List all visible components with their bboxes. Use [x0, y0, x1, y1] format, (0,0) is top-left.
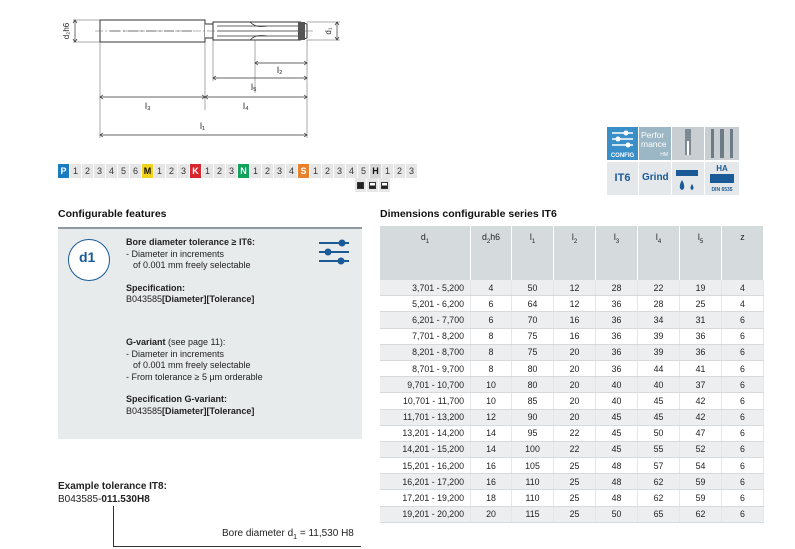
l3-dimension-label: l₃ — [145, 101, 151, 111]
g-variant-title: G-variant (see page 11): — [126, 337, 226, 347]
material-subgroup: 4 — [286, 164, 298, 178]
table-cell-l3: 45 — [596, 425, 638, 441]
table-row — [380, 490, 764, 506]
table-cell-l4: 62 — [638, 490, 680, 506]
table-cell-z: 4 — [722, 296, 764, 312]
table-cell-l5: 37 — [680, 377, 722, 393]
l4-dimension-label: l₄ — [243, 101, 249, 111]
table-cell-d2h6: 16 — [471, 474, 512, 490]
table-cell-l5: 25 — [680, 296, 722, 312]
table-cell-z: 6 — [722, 474, 764, 490]
table-cell-l2: 16 — [554, 328, 596, 344]
table-cell-l1: 85 — [512, 393, 554, 409]
table-cell-d1: 16,201 - 17,200 — [380, 474, 471, 490]
material-group-h: H — [370, 164, 382, 178]
material-subgroup: 2 — [262, 164, 274, 178]
coolant-drop-icon — [672, 162, 704, 195]
table-cell-l3: 36 — [596, 328, 638, 344]
bore-line-1: - Diameter in increments — [126, 248, 225, 259]
table-cell-d2h6: 8 — [471, 328, 512, 344]
table-cell-d1: 8,201 - 8,700 — [380, 344, 471, 360]
table-cell-d2h6: 10 — [471, 377, 512, 393]
material-subgroup: 3 — [94, 164, 106, 178]
table-cell-z: 6 — [722, 458, 764, 474]
example-connector-horizontal — [113, 546, 361, 547]
table-cell-d1: 9,701 - 10,700 — [380, 377, 471, 393]
table-cell-l5: 42 — [680, 409, 722, 425]
table-cell-l5: 41 — [680, 360, 722, 376]
table-cell-z: 6 — [722, 360, 764, 376]
specification-g-title: Specification G-variant: — [126, 394, 228, 404]
table-cell-l3: 40 — [596, 377, 638, 393]
table-cell-l4: 57 — [638, 458, 680, 474]
table-cell-d1: 10,701 - 11,700 — [380, 393, 471, 409]
din-label: DIN 6535 — [711, 187, 733, 193]
d2-dimension-label: d₂h6 — [62, 22, 71, 40]
table-cell-d2h6: 14 — [471, 425, 512, 441]
material-subgroup: 3 — [334, 164, 346, 178]
l5-dimension-label: l₅ — [251, 82, 257, 92]
table-cell-l2: 20 — [554, 360, 596, 376]
hard-material-suitability — [355, 178, 391, 192]
material-subgroup: 3 — [274, 164, 286, 178]
example-connector-vertical — [113, 506, 114, 547]
material-subgroup: 2 — [166, 164, 178, 178]
table-cell-d1: 7,701 - 8,200 — [380, 328, 471, 344]
table-row — [380, 393, 764, 409]
table-cell-l5: 59 — [680, 474, 722, 490]
table-cell-l4: 50 — [638, 425, 680, 441]
config-label: CONFIG — [610, 153, 635, 159]
table-cell-l4: 45 — [638, 393, 680, 409]
specification-code: B043585[Diameter][Tolerance] — [126, 294, 255, 304]
table-cell-d1: 19,201 - 20,200 — [380, 506, 471, 522]
table-cell-l5: 52 — [680, 441, 722, 457]
table-cell-d1: 14,201 - 15,200 — [380, 441, 471, 457]
material-subgroup: 3 — [406, 164, 418, 178]
table-row — [380, 344, 764, 360]
table-cell-d1: 13,201 - 14,200 — [380, 425, 471, 441]
table-cell-l2: 12 — [554, 280, 596, 296]
example-heading: Example tolerance IT8: — [58, 481, 167, 492]
table-cell-z: 6 — [722, 425, 764, 441]
material-group-s: S — [298, 164, 310, 178]
col-l2: $l_2$ — [554, 226, 596, 280]
config-icon — [607, 127, 638, 160]
table-cell-l5: 31 — [680, 312, 722, 328]
table-row — [380, 474, 764, 490]
suitability-cell — [379, 178, 391, 192]
table-row — [380, 328, 764, 344]
g-line-2: of 0.001 mm freely selectable — [133, 360, 251, 370]
table-cell-l4: 65 — [638, 506, 680, 522]
performance-icon — [639, 127, 671, 160]
material-subgroup: 2 — [322, 164, 334, 178]
table-cell-z: 6 — [722, 490, 764, 506]
table-cell-z: 4 — [722, 280, 764, 296]
table-cell-l3: 45 — [596, 441, 638, 457]
table-row — [380, 506, 764, 522]
property-icons — [607, 127, 739, 195]
table-cell-l1: 105 — [512, 458, 554, 474]
table-cell-d2h6: 12 — [471, 409, 512, 425]
table-cell-l5: 42 — [680, 393, 722, 409]
dimensions-heading: Dimensions configurable series IT6 — [380, 208, 557, 220]
table-cell-l2: 25 — [554, 474, 596, 490]
material-subgroup: 1 — [202, 164, 214, 178]
table-cell-l3: 36 — [596, 360, 638, 376]
table-cell-l2: 20 — [554, 344, 596, 360]
material-subgroup: 6 — [130, 164, 142, 178]
table-cell-l5: 54 — [680, 458, 722, 474]
table-cell-l1: 75 — [512, 328, 554, 344]
table-row — [380, 360, 764, 376]
table-cell-l3: 36 — [596, 312, 638, 328]
example-block — [58, 480, 167, 506]
table-cell-l4: 45 — [638, 409, 680, 425]
table-cell-l1: 115 — [512, 506, 554, 522]
table-cell-l3: 45 — [596, 409, 638, 425]
material-group-k: K — [190, 164, 202, 178]
table-cell-l3: 48 — [596, 458, 638, 474]
table-cell-d2h6: 20 — [471, 506, 512, 522]
table-cell-d2h6: 6 — [471, 312, 512, 328]
ha-shank-icon — [705, 162, 739, 195]
table-cell-d2h6: 8 — [471, 360, 512, 376]
material-subgroup: 1 — [70, 164, 82, 178]
table-cell-l4: 39 — [638, 344, 680, 360]
material-subgroup: 4 — [346, 164, 358, 178]
material-subgroup: 3 — [226, 164, 238, 178]
material-subgroup: 5 — [358, 164, 370, 178]
grind-icon — [639, 162, 671, 195]
table-cell-l1: 70 — [512, 312, 554, 328]
table-cell-l3: 50 — [596, 506, 638, 522]
table-cell-l3: 36 — [596, 344, 638, 360]
table-cell-l2: 20 — [554, 409, 596, 425]
suitability-square-icon — [357, 182, 364, 189]
g-line-1: - Diameter in increments — [126, 348, 225, 359]
table-cell-d1: 15,201 - 16,200 — [380, 458, 471, 474]
config-sliders-icon — [317, 238, 351, 268]
table-cell-l5: 36 — [680, 344, 722, 360]
table-cell-l1: 50 — [512, 280, 554, 296]
table-cell-l4: 39 — [638, 328, 680, 344]
material-group-strip — [58, 164, 418, 178]
suitability-square-icon — [369, 182, 376, 189]
table-cell-l1: 110 — [512, 474, 554, 490]
table-row — [380, 458, 764, 474]
bore-tolerance-title: Bore diameter tolerance ≥ IT6: — [126, 237, 255, 247]
suitability-square-icon — [381, 182, 388, 189]
table-cell-z: 6 — [722, 409, 764, 425]
table-row — [380, 441, 764, 457]
table-cell-l4: 22 — [638, 280, 680, 296]
g-variant-block — [126, 337, 326, 417]
table-cell-l3: 36 — [596, 296, 638, 312]
dimensions-table — [380, 226, 764, 523]
table-cell-l1: 80 — [512, 360, 554, 376]
diameter-icon-label: d1 — [79, 249, 96, 265]
table-cell-z: 6 — [722, 377, 764, 393]
table-cell-d2h6: 4 — [471, 280, 512, 296]
straight-flute-icon — [705, 127, 739, 160]
table-cell-d2h6: 8 — [471, 344, 512, 360]
through-coolant-icon — [672, 127, 704, 160]
material-subgroup: 2 — [394, 164, 406, 178]
grind-label: Grind — [642, 172, 669, 183]
material-subgroup: 1 — [382, 164, 394, 178]
l1-dimension-label: l₁ — [200, 121, 206, 131]
table-cell-l3: 48 — [596, 474, 638, 490]
suitability-cell — [355, 178, 367, 192]
table-cell-d2h6: 6 — [471, 296, 512, 312]
table-cell-d2h6: 18 — [471, 490, 512, 506]
col-l5: $l_5$ — [680, 226, 722, 280]
table-cell-l5: 62 — [680, 506, 722, 522]
specification-title: Specification: — [126, 282, 186, 293]
table-cell-l1: 64 — [512, 296, 554, 312]
table-cell-l4: 62 — [638, 474, 680, 490]
g-line-3: - From tolerance ≥ 5 μm orderable — [126, 371, 263, 382]
table-cell-d1: 8,701 - 9,700 — [380, 360, 471, 376]
table-row — [380, 377, 764, 393]
table-cell-d2h6: 10 — [471, 393, 512, 409]
table-cell-l3: 28 — [596, 280, 638, 296]
table-cell-l2: 22 — [554, 425, 596, 441]
bore-diameter-example: Bore diameter $d_1 = 11,530$ H8 — [222, 528, 354, 541]
table-row — [380, 425, 764, 441]
diameter-icon — [68, 239, 110, 281]
table-cell-l2: 20 — [554, 377, 596, 393]
table-cell-d2h6: 16 — [471, 458, 512, 474]
col-d2h6: $d_2h6$ — [471, 226, 512, 280]
table-cell-l2: 12 — [554, 296, 596, 312]
table-cell-l1: 110 — [512, 490, 554, 506]
table-cell-l2: 16 — [554, 312, 596, 328]
table-cell-z: 6 — [722, 328, 764, 344]
table-cell-l4: 28 — [638, 296, 680, 312]
col-l3: $l_3$ — [596, 226, 638, 280]
table-row — [380, 280, 764, 296]
bore-tolerance-block — [126, 237, 306, 306]
table-row — [380, 409, 764, 425]
table-cell-z: 6 — [722, 441, 764, 457]
table-cell-z: 6 — [722, 506, 764, 522]
config-box-top-rule — [58, 227, 362, 229]
table-cell-l1: 95 — [512, 425, 554, 441]
table-cell-z: 6 — [722, 393, 764, 409]
l2-dimension-label: l₂ — [277, 65, 283, 75]
table-cell-l3: 48 — [596, 490, 638, 506]
table-cell-l4: 34 — [638, 312, 680, 328]
example-code: B043585-011.530H8 — [58, 494, 150, 505]
material-subgroup: 1 — [154, 164, 166, 178]
table-cell-l1: 80 — [512, 377, 554, 393]
table-row — [380, 312, 764, 328]
suitability-cell — [367, 178, 379, 192]
table-cell-d1: 3,701 - 5,200 — [380, 280, 471, 296]
table-cell-d1: 11,701 - 13,200 — [380, 409, 471, 425]
table-cell-l2: 20 — [554, 393, 596, 409]
table-cell-l5: 36 — [680, 328, 722, 344]
table-cell-d1: 17,201 - 19,200 — [380, 490, 471, 506]
col-l4: $l_4$ — [638, 226, 680, 280]
performance-label: Perfor mance — [641, 130, 667, 149]
table-cell-l2: 25 — [554, 490, 596, 506]
col-z: z — [722, 226, 764, 280]
table-cell-z: 6 — [722, 344, 764, 360]
ha-label: HA — [716, 164, 728, 173]
col-d1: $d_1$ — [380, 226, 471, 280]
table-cell-l5: 19 — [680, 280, 722, 296]
configurable-features-heading: Configurable features — [58, 208, 167, 220]
table-cell-l1: 75 — [512, 344, 554, 360]
col-l1: $l_1$ — [512, 226, 554, 280]
material-group-m: M — [142, 164, 154, 178]
tool-drawing — [55, 5, 355, 140]
material-subgroup: 1 — [250, 164, 262, 178]
table-cell-l4: 44 — [638, 360, 680, 376]
table-cell-l4: 55 — [638, 441, 680, 457]
performance-sub-label: HM — [660, 152, 668, 158]
table-cell-d1: 6,201 - 7,700 — [380, 312, 471, 328]
material-subgroup: 1 — [310, 164, 322, 178]
material-group-n: N — [238, 164, 250, 178]
material-subgroup: 4 — [106, 164, 118, 178]
table-cell-d2h6: 14 — [471, 441, 512, 457]
table-cell-l2: 22 — [554, 441, 596, 457]
material-group-p: P — [58, 164, 70, 178]
table-cell-l1: 100 — [512, 441, 554, 457]
table-cell-l3: 40 — [596, 393, 638, 409]
material-subgroup: 3 — [178, 164, 190, 178]
table-cell-d1: 5,201 - 6,200 — [380, 296, 471, 312]
table-cell-z: 6 — [722, 312, 764, 328]
table-cell-l2: 25 — [554, 506, 596, 522]
material-subgroup: 5 — [118, 164, 130, 178]
table-cell-l1: 90 — [512, 409, 554, 425]
table-cell-l2: 25 — [554, 458, 596, 474]
it6-badge: IT6 — [607, 162, 638, 195]
bore-line-2: of 0.001 mm freely selectable — [133, 260, 251, 270]
material-subgroup: 2 — [82, 164, 94, 178]
specification-g-code: B043585[Diameter][Tolerance] — [126, 405, 255, 416]
d1-dimension-label: d₁ — [324, 27, 333, 35]
material-subgroup: 2 — [214, 164, 226, 178]
table-cell-l5: 47 — [680, 425, 722, 441]
table-cell-l4: 40 — [638, 377, 680, 393]
table-header-row — [380, 226, 764, 280]
table-row — [380, 296, 764, 312]
table-cell-l5: 59 — [680, 490, 722, 506]
